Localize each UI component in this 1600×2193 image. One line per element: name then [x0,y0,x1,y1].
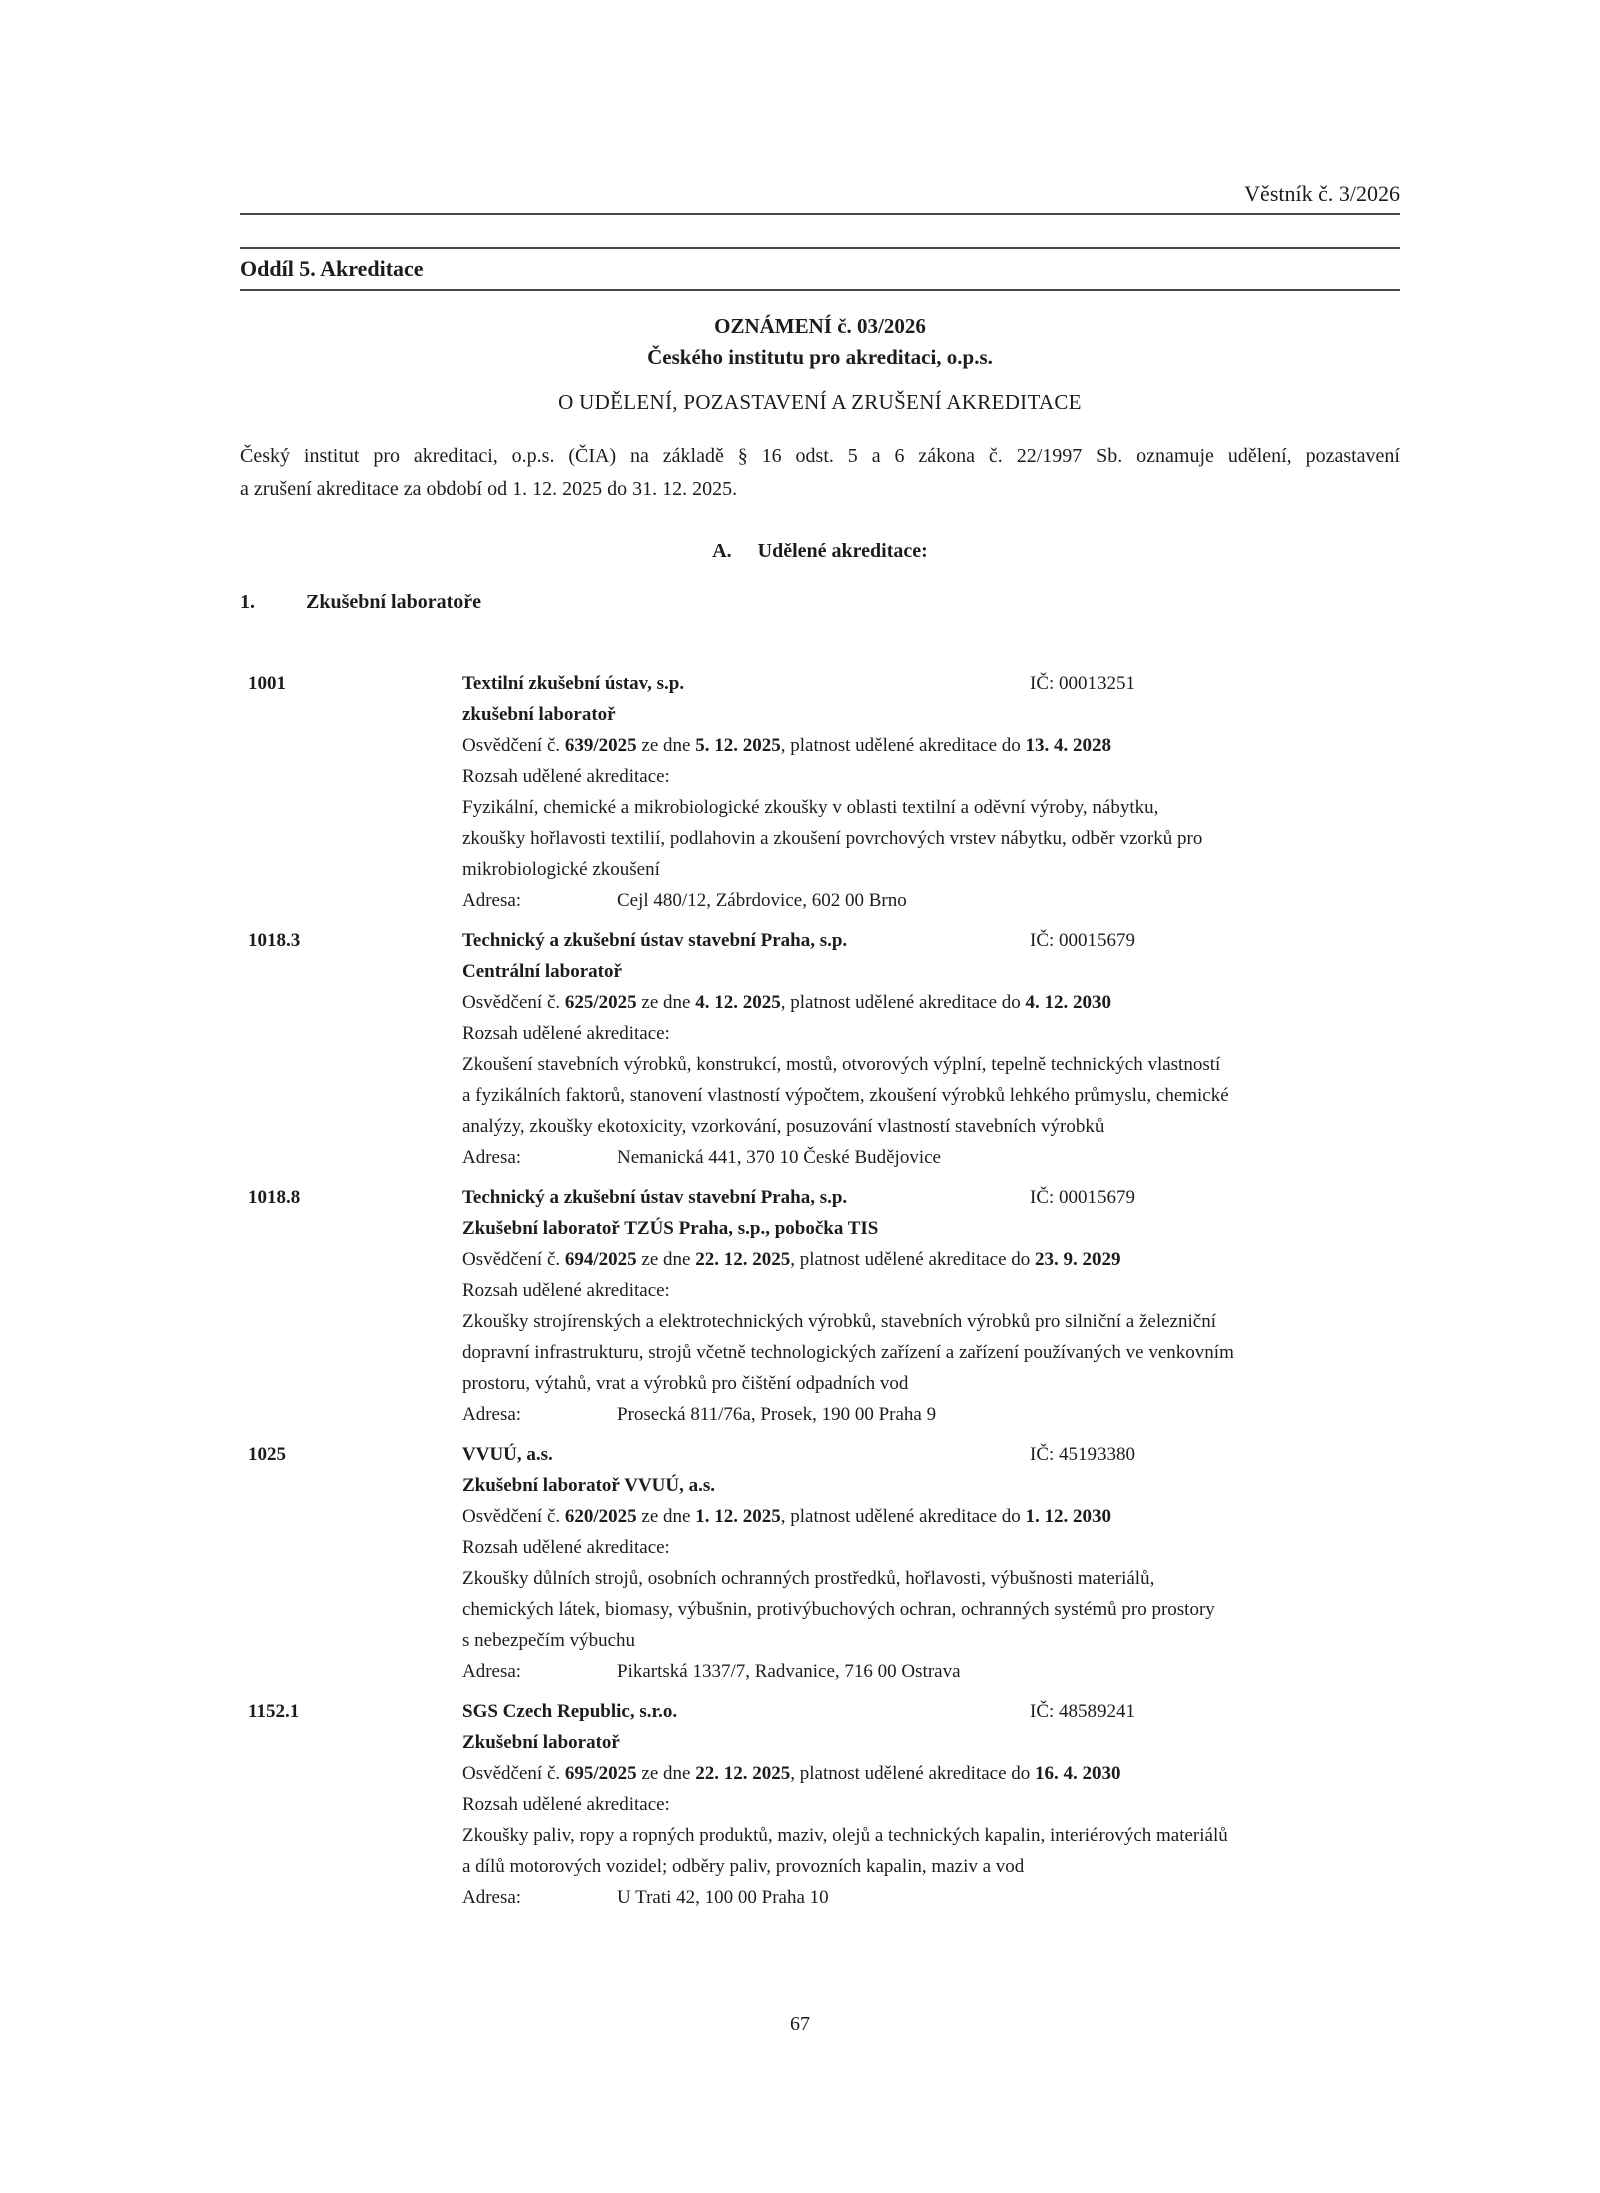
cert-valid-until: 1. 12. 2030 [1025,1506,1112,1527]
laboratory-name: zkušební laboratoř [462,704,616,725]
address-label: Adresa: [462,1147,522,1168]
cert-mid1: ze dne [636,992,696,1013]
notice-title-line2: Českého institutu pro akreditaci, o.p.s. [647,345,993,369]
subject-name: Technický a zkušební ústav stavební Praha, s.p. [462,1187,848,1208]
address-line [462,1399,1400,1430]
certificate-line [462,987,1400,1018]
horizontal-rule-section-top [240,247,1400,249]
scope-line: chemických látek, biomasy, výbušnin, protivýbuchových ochran, ochranných systémů pro prostory [462,1599,1215,1620]
laboratory-name: Zkušební laboratoř TZÚS Praha, s.p., pobočka TIS [462,1218,879,1239]
cert-prefix: Osvědčení č. [462,1506,565,1527]
entry-body [462,1439,1400,1687]
company-registration-id [1030,668,1135,699]
ic-label: IČ: [1030,1444,1055,1465]
cert-number: 639/2025 [564,735,637,756]
laboratory-name: Centrální laboratoř [462,961,622,982]
cert-mid2: , platnost udělené akreditace do [790,1249,1036,1270]
ic-value: 48589241 [1059,1701,1136,1722]
entry-name-line [462,1182,1400,1213]
accreditation-entry [248,1696,1400,1913]
cert-mid1: ze dne [636,1249,696,1270]
address-value: Pikartská 1337/7, Radvanice, 716 00 Ostrava [617,1661,961,1682]
cert-prefix: Osvědčení č. [462,735,565,756]
section-title: Oddíl 5. Akreditace [240,256,424,281]
cert-mid2: , platnost udělené akreditace do [780,735,1026,756]
notice-subtitle: O UDĚLENÍ, POZASTAVENÍ A ZRUŠENÍ AKREDITACE [558,390,1082,414]
section-a-label: A. [712,540,732,562]
entry-body [462,1182,1400,1430]
ic-label: IČ: [1030,1187,1055,1208]
laboratory-name: Zkušební laboratoř VVUÚ, a.s. [462,1475,716,1496]
cert-mid1: ze dne [636,1506,696,1527]
cert-issue-date: 22. 12. 2025 [695,1763,791,1784]
subject-name: SGS Czech Republic, s.r.o. [462,1701,678,1722]
address-value: Cejl 480/12, Zábrdovice, 602 00 Brno [617,890,907,911]
accreditation-entry [248,1439,1400,1687]
scope-line: a dílů motorových vozidel; odběry paliv, provozních kapalin, maziv a vod [462,1856,1025,1877]
certificate-line [462,1758,1400,1789]
cert-prefix: Osvědčení č. [462,1763,565,1784]
ic-label: IČ: [1030,673,1055,694]
scope-label: Rozsah udělené akreditace: [462,1794,670,1815]
cert-prefix: Osvědčení č. [462,1249,565,1270]
entry-name-line [462,1439,1400,1470]
subject-name: Technický a zkušební ústav stavební Praha, s.p. [462,930,848,951]
cert-valid-until: 23. 9. 2029 [1035,1249,1121,1270]
scope-line: Zkoušení stavebních výrobků, konstrukcí, mostů, otvorových výplní, tepelně technických vlastností [462,1054,1221,1075]
address-value: Nemanická 441, 370 10 České Budějovice [617,1147,941,1168]
scope-line: prostoru, výtahů, vrat a výrobků pro čištění odpadních vod [462,1373,909,1394]
cert-prefix: Osvědčení č. [462,992,565,1013]
address-label: Adresa: [462,1404,522,1425]
ic-label: IČ: [1030,1701,1055,1722]
section-a-heading [240,540,1400,563]
subject-name: Textilní zkušební ústav, s.p. [462,673,685,694]
accreditation-entry [248,1182,1400,1430]
intro-line-2: a zrušení akreditace za období od 1. 12. 2025 do 31. 12. 2025. [240,478,738,500]
entry-name-line [462,925,1400,956]
ic-value: 00015679 [1059,930,1136,951]
cert-number: 620/2025 [564,1506,637,1527]
laboratory-name: Zkušební laboratoř [462,1732,620,1753]
ic-value: 45193380 [1059,1444,1136,1465]
scope-label: Rozsah udělené akreditace: [462,1280,670,1301]
certificate-line [462,1244,1400,1275]
scope-line: Zkoušky důlních strojů, osobních ochranných prostředků, hořlavosti, výbušnosti materiálů, [462,1568,1155,1589]
scope-label: Rozsah udělené akreditace: [462,1023,670,1044]
address-line [462,1882,1400,1913]
subsection-1-text: Zkušební laboratoře [306,591,482,613]
cert-mid2: , platnost udělené akreditace do [780,1506,1026,1527]
entry-id: 1018.3 [248,930,301,951]
scope-line: Zkoušky paliv, ropy a ropných produktů, maziv, olejů a technických kapalin, interiérových materiálů [462,1825,1228,1846]
ic-value: 00015679 [1059,1187,1136,1208]
ic-value: 00013251 [1059,673,1136,694]
page-number: 67 [790,2013,810,2035]
certificate-line [462,1501,1400,1532]
intro-line-1: Český institut pro akreditaci, o.p.s. (ČIA) na základě § 16 odst. 5 a 6 zákona č. 22/1997 Sb. oznamuje udělení, pozastavení [240,445,1400,467]
horizontal-rule-top [240,213,1400,215]
ic-label: IČ: [1030,930,1055,951]
company-registration-id [1030,1182,1135,1213]
entry-body [462,1696,1400,1913]
scope-label: Rozsah udělené akreditace: [462,1537,670,1558]
cert-mid1: ze dne [636,1763,696,1784]
cert-number: 625/2025 [564,992,637,1013]
entry-id: 1152.1 [248,1701,300,1722]
cert-issue-date: 1. 12. 2025 [695,1506,781,1527]
scope-line: analýzy, zkoušky ekotoxicity, vzorkování, posuzování vlastností stavebních výrobků [462,1116,1105,1137]
subsection-1-label: 1. [240,591,255,613]
scope-line: Zkoušky strojírenských a elektrotechnických výrobků, stavebních výrobků pro silniční a železniční [462,1311,1216,1332]
scope-line: zkoušky hořlavosti textilií, podlahovin a zkoušení povrchových vrstev nábytku, odběr vzorků pro [462,828,1203,849]
scope-line: mikrobiologické zkoušení [462,859,660,880]
accreditation-entries [248,668,1400,1922]
address-line [462,1142,1400,1173]
cert-issue-date: 4. 12. 2025 [695,992,781,1013]
cert-issue-date: 22. 12. 2025 [695,1249,791,1270]
cert-issue-date: 5. 12. 2025 [695,735,781,756]
company-registration-id [1030,925,1135,956]
subject-name: VVUÚ, a.s. [462,1444,553,1465]
scope-line: Fyzikální, chemické a mikrobiologické zkoušky v oblasti textilní a oděvní výroby, nábytku, [462,797,1159,818]
entry-body [462,668,1400,916]
address-label: Adresa: [462,890,522,911]
entry-name-line [462,1696,1400,1727]
scope-line: s nebezpečím výbuchu [462,1630,636,1651]
company-registration-id [1030,1696,1135,1727]
notice-title-line1: OZNÁMENÍ č. 03/2026 [714,314,926,338]
address-label: Adresa: [462,1887,522,1908]
address-label: Adresa: [462,1661,522,1682]
entry-id: 1001 [248,673,286,694]
entry-id: 1018.8 [248,1187,301,1208]
certificate-line [462,730,1400,761]
cert-mid1: ze dne [636,735,696,756]
accreditation-entry [248,668,1400,916]
cert-number: 695/2025 [564,1763,637,1784]
cert-mid2: , platnost udělené akreditace do [790,1763,1036,1784]
accreditation-entry [248,925,1400,1173]
cert-number: 694/2025 [564,1249,637,1270]
entry-name-line [462,668,1400,699]
scope-label: Rozsah udělené akreditace: [462,766,670,787]
cert-valid-until: 13. 4. 2028 [1025,735,1112,756]
cert-valid-until: 4. 12. 2030 [1025,992,1112,1013]
address-value: U Trati 42, 100 00 Praha 10 [617,1887,829,1908]
scope-line: a fyzikálních faktorů, stanovení vlastností výpočtem, zkoušení výrobků lehkého průmyslu, chemické [462,1085,1229,1106]
scope-line: dopravní infrastrukturu, strojů včetně technologických zařízení a zařízení používaných ve venkovním [462,1342,1234,1363]
intro-paragraph [240,440,1400,506]
address-value: Prosecká 811/76a, Prosek, 190 00 Praha 9 [617,1404,937,1425]
entry-id: 1025 [248,1444,286,1465]
horizontal-rule-section-bottom [240,289,1400,291]
cert-mid2: , platnost udělené akreditace do [780,992,1026,1013]
cert-valid-until: 16. 4. 2030 [1035,1763,1121,1784]
address-line [462,1656,1400,1687]
header-issue-label: Věstník č. 3/2026 [1244,181,1400,206]
subsection-1-heading [240,591,481,614]
section-a-text: Udělené akreditace: [757,540,928,562]
entry-body [462,925,1400,1173]
address-line [462,885,1400,916]
company-registration-id [1030,1439,1135,1470]
